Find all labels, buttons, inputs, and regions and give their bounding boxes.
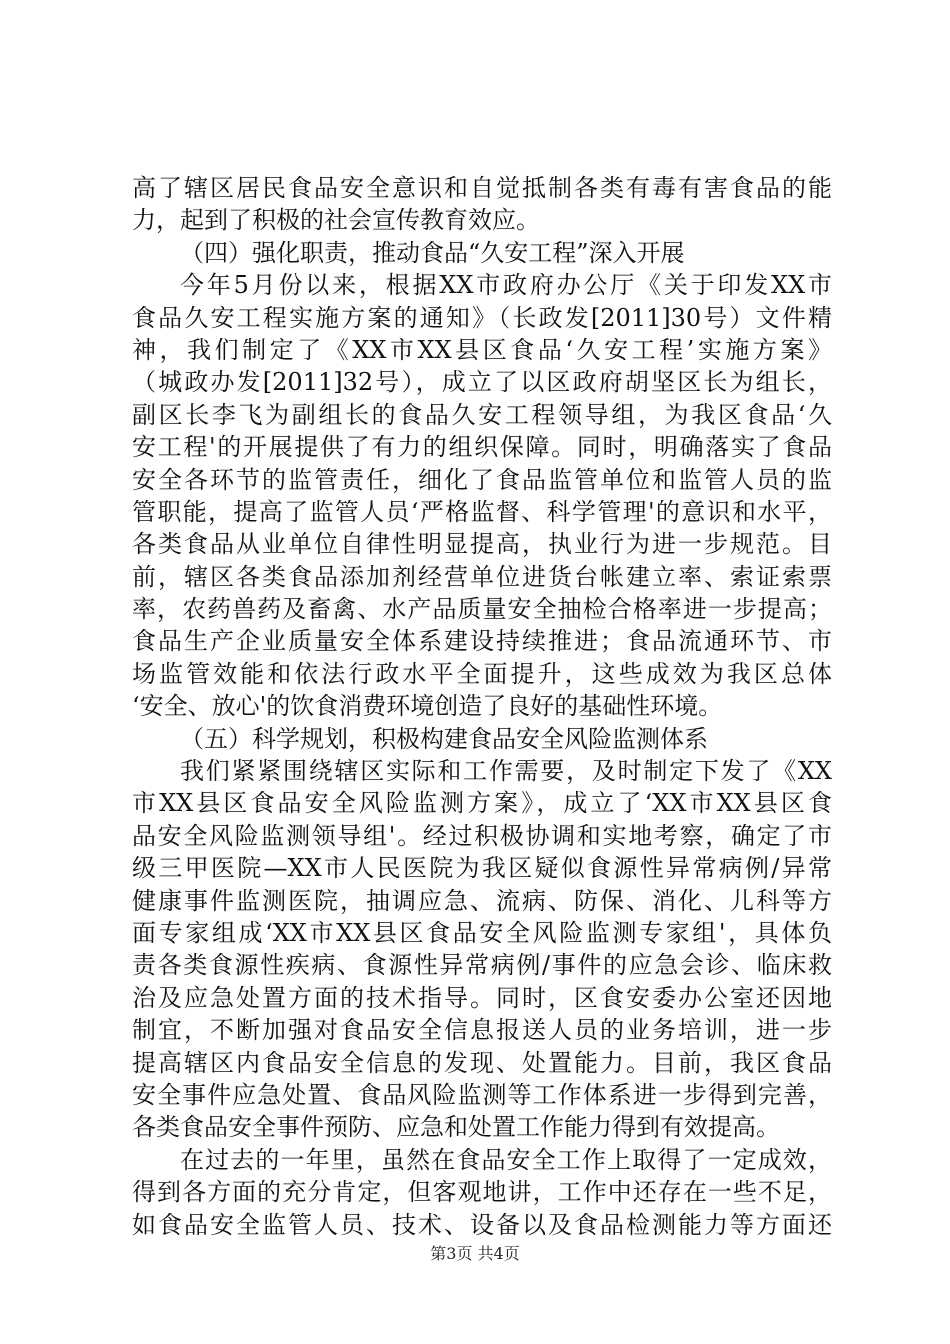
text-line: 副区长李飞为副组长的食品久安工程领导组，为我区食品‘久: [132, 400, 832, 429]
text-line: 率，农药兽药及畜禽、水产品质量安全抽检合格率进一步提高；: [132, 595, 832, 624]
text-line: 各类食品安全事件预防、应急和处置工作能力得到有效提高。: [132, 1113, 780, 1142]
text-line: 面专家组成‘XX市XX县区食品安全风险监测专家组'，具体负: [132, 918, 832, 947]
text-line: 品安全风险监测领导组'。经过积极协调和实地考察，确定了市: [132, 821, 832, 850]
text-line: 安全各环节的监管责任，细化了食品监管单位和监管人员的监: [132, 465, 832, 494]
text-line: 场监管效能和依法行政水平全面提升，这些成效为我区总体: [132, 659, 832, 688]
text-line: 力，起到了积极的社会宣传教育效应。: [132, 206, 540, 235]
text-line: 级三甲医院—XX市人民医院为我区疑似食源性异常病例/异常: [132, 854, 832, 883]
text-line: 安全事件应急处置、食品风险监测等工作体系进一步得到完善，: [132, 1080, 832, 1109]
text-line: 管职能，提高了监管人员‘严格监督、科学管理'的意识和水平，: [132, 497, 832, 526]
text-line: 各类食品从业单位自律性明显提高，执业行为进一步规范。目: [132, 530, 832, 559]
text-line: （五）科学规划，积极构建食品安全风险监测体系: [180, 724, 708, 753]
text-line: 在过去的一年里，虽然在食品安全工作上取得了一定成效，: [180, 1145, 832, 1174]
text-line: 提高辖区内食品安全信息的发现、处置能力。目前，我区食品: [132, 1048, 832, 1077]
page-footer: 第3页 共4页: [430, 1244, 520, 1263]
text-line: 神，我们制定了《XX市XX县区食品‘久安工程’实施方案》: [132, 335, 832, 364]
text-line: 治及应急处置方面的技术指导。同时，区食安委办公室还因地: [132, 983, 832, 1012]
text-line: 我们紧紧围绕辖区实际和工作需要，及时制定下发了《XX: [180, 757, 832, 786]
document-body: [132, 172, 832, 1241]
text-line: 前，辖区各类食品添加剂经营单位进货台帐建立率、索证索票: [132, 562, 832, 591]
text-line: 责各类食源性疾病、食源性异常病例/事件的应急会诊、临床救: [132, 951, 832, 980]
text-line: （城政办发[2011]32号），成立了以区政府胡坚区长为组长，: [132, 368, 832, 397]
text-line: 安工程'的开展提供了有力的组织保障。同时，明确落实了食品: [132, 433, 832, 462]
text-line: 食品生产企业质量安全体系建设持续推进；食品流通环节、市: [132, 627, 832, 656]
text-line: 高了辖区居民食品安全意识和自觉抵制各类有毒有害食品的能: [132, 174, 832, 202]
text-line: 市XX县区食品安全风险监测方案》，成立了‘XX市XX县区食: [132, 789, 832, 818]
text-line: （四）强化职责，推动食品“久安工程”深入开展: [180, 238, 685, 267]
text-line: 得到各方面的充分肯定，但客观地讲，工作中还存在一些不足，: [132, 1178, 832, 1207]
text-line: 如食品安全监管人员、技术、设备以及食品检测能力等方面还: [132, 1210, 832, 1239]
text-line: 今年5月份以来，根据XX市政府办公厅《关于印发XX市: [180, 271, 832, 300]
text-line: 制宜，不断加强对食品安全信息报送人员的业务培训，进一步: [132, 1016, 832, 1045]
text-line: 食品久安工程实施方案的通知》（长政发[2011]30号）文件精: [132, 303, 832, 332]
text-line: ‘安全、放心'的饮食消费环境创造了良好的基础性环境。: [132, 692, 723, 721]
text-line: 健康事件监测医院，抽调应急、流病、防保、消化、儿科等方: [132, 886, 832, 915]
